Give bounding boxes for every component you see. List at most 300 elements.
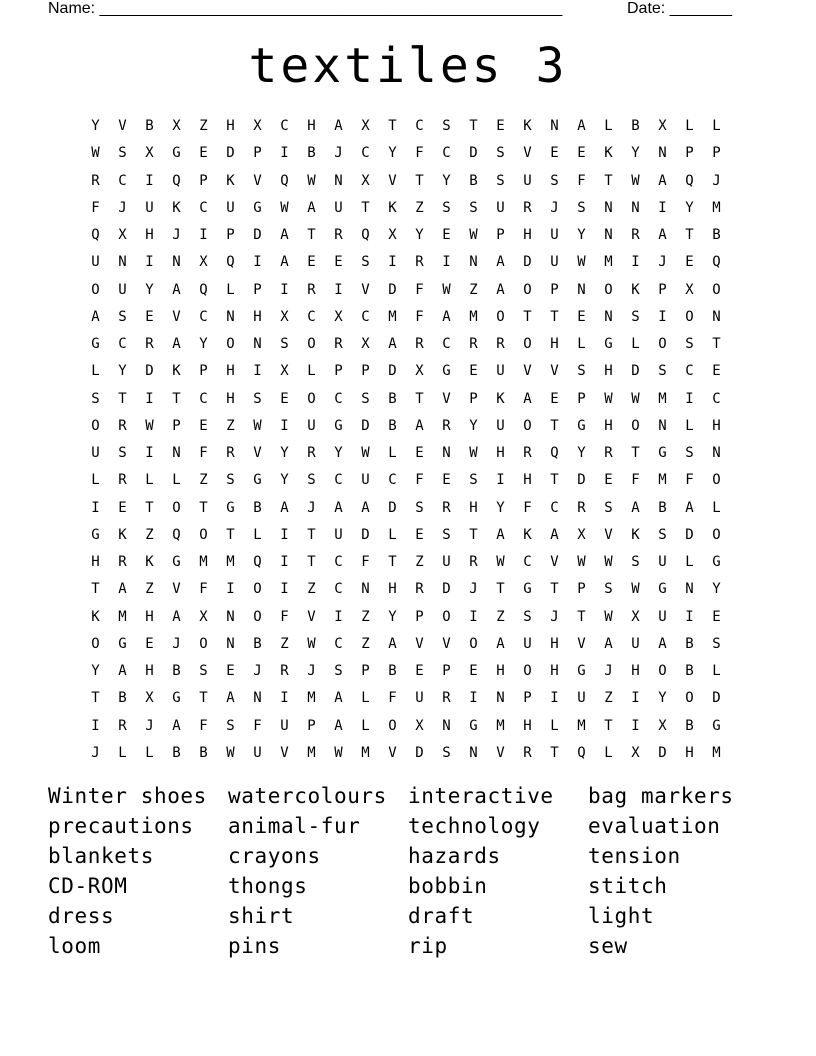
grid-letter: R [469, 336, 478, 352]
grid-letter: P [334, 363, 343, 380]
grid-letter: M [118, 608, 127, 625]
grid-letter: B [388, 663, 397, 679]
grid-letter: L [91, 363, 100, 380]
grid-letter: G [253, 199, 262, 216]
grid-letter: I [280, 281, 289, 298]
grid-letter: X [145, 145, 154, 162]
grid-letter: P [172, 417, 181, 434]
grid-letter: T [91, 690, 100, 707]
grid-letter: R [334, 227, 343, 243]
grid-letter: V [307, 608, 316, 625]
grid-letter: V [172, 308, 181, 325]
grid-letter: I [199, 227, 208, 243]
grid-letter: L [550, 717, 559, 734]
grid-letter: A [631, 499, 640, 516]
grid-letter: X [577, 526, 586, 543]
grid-letter: X [172, 118, 181, 134]
grid-letter: A [442, 308, 451, 325]
grid-letter: N [685, 581, 694, 598]
grid-letter: K [496, 390, 505, 407]
grid-row [82, 440, 742, 467]
grid-letter: M [361, 744, 370, 761]
grid-letter: E [145, 308, 154, 325]
grid-letter: A [658, 227, 667, 243]
grid-letter: W [631, 581, 640, 598]
grid-letter: D [685, 526, 694, 543]
grid-letter: H [226, 390, 235, 407]
grid-letter: L [361, 717, 370, 734]
grid-letter: A [577, 118, 586, 134]
grid-letter: P [577, 581, 586, 598]
grid-row [82, 713, 742, 740]
grid-letter: E [199, 145, 208, 162]
grid-letter: I [496, 472, 505, 489]
grid-letter: W [280, 199, 289, 216]
grid-letter: U [334, 199, 343, 216]
grid-letter: O [604, 281, 613, 298]
grid-row [82, 467, 742, 494]
grid-letter: D [469, 145, 478, 162]
grid-letter: B [118, 690, 127, 707]
grid-letter: I [685, 390, 694, 407]
grid-letter: T [604, 717, 613, 734]
grid-letter: T [550, 472, 559, 489]
grid-letter: V [280, 744, 289, 761]
grid-letter: F [388, 690, 397, 707]
grid-letter: H [631, 663, 640, 679]
grid-letter: H [145, 663, 154, 679]
grid-letter: J [307, 663, 316, 679]
grid-letter: R [523, 445, 532, 461]
grid-letter: H [253, 308, 262, 325]
grid-letter: S [280, 336, 289, 352]
grid-letter: B [685, 663, 694, 679]
grid-letter: W [631, 390, 640, 407]
grid-letter: U [658, 608, 667, 625]
word-row [48, 931, 768, 961]
grid-letter: M [307, 690, 316, 707]
grid-letter: O [253, 608, 262, 625]
grid-letter: A [685, 499, 694, 516]
grid-letter: L [145, 472, 154, 489]
grid-letter: A [361, 499, 370, 516]
grid-letter: H [307, 118, 316, 134]
grid-letter: R [631, 227, 640, 243]
grid-letter: H [685, 744, 694, 761]
grid-letter: L [631, 336, 640, 352]
grid-letter: I [145, 390, 154, 407]
grid-letter: K [118, 526, 127, 543]
grid-letter: Y [199, 336, 208, 352]
grid-letter: Y [388, 145, 397, 162]
grid-row [82, 168, 742, 195]
grid-letter: I [253, 363, 262, 380]
word-list-item: sew [588, 934, 628, 958]
grid-letter: R [118, 717, 127, 734]
grid-letter: U [523, 172, 532, 189]
grid-letter: S [604, 581, 613, 598]
grid-letter: D [361, 417, 370, 434]
grid-letter: R [91, 172, 100, 189]
grid-letter: X [388, 227, 397, 243]
grid-letter: G [577, 417, 586, 434]
grid-letter: O [91, 635, 100, 652]
grid-letter: R [442, 417, 451, 434]
grid-letter: I [631, 690, 640, 707]
grid-letter: E [577, 145, 586, 162]
grid-letter: B [469, 172, 478, 189]
grid-letter: G [577, 663, 586, 679]
grid-letter: L [118, 744, 127, 761]
grid-letter: B [388, 390, 397, 407]
word-list-item: rip [408, 934, 448, 958]
grid-letter: V [577, 635, 586, 652]
grid-letter: J [91, 744, 100, 761]
grid-letter: T [172, 390, 181, 407]
grid-letter: D [442, 581, 451, 598]
grid-letter: R [442, 690, 451, 707]
grid-letter: H [496, 445, 505, 461]
grid-letter: U [334, 526, 343, 543]
grid-letter: E [280, 390, 289, 407]
grid-letter: Y [118, 363, 127, 380]
grid-letter: T [388, 554, 397, 570]
grid-letter: B [685, 635, 694, 652]
grid-letter: V [523, 145, 532, 162]
grid-letter: H [523, 717, 532, 734]
grid-letter: I [442, 254, 451, 271]
grid-letter: Y [631, 145, 640, 162]
grid-letter: Y [91, 663, 100, 679]
grid-letter: H [226, 118, 235, 134]
grid-letter: J [550, 199, 559, 216]
grid-letter: Q [172, 172, 181, 189]
grid-letter: A [118, 581, 127, 598]
grid-row [82, 249, 742, 276]
grid-letter: P [496, 227, 505, 243]
grid-letter: N [334, 172, 343, 189]
grid-letter: N [604, 199, 613, 216]
grid-letter: C [361, 145, 370, 162]
grid-letter: J [658, 254, 667, 271]
grid-letter: U [658, 554, 667, 570]
grid-letter: X [658, 717, 667, 734]
grid-letter: G [469, 717, 478, 734]
grid-letter: T [712, 336, 721, 352]
grid-letter: A [496, 254, 505, 271]
grid-letter: Y [415, 227, 424, 243]
grid-letter: E [604, 472, 613, 489]
grid-letter: C [118, 336, 127, 352]
grid-letter: P [685, 145, 694, 162]
grid-letter: E [685, 254, 694, 271]
grid-letter: T [145, 499, 154, 516]
grid-letter: C [550, 499, 559, 516]
grid-letter: T [415, 390, 424, 407]
grid-letter: T [550, 308, 559, 325]
grid-letter: M [577, 717, 586, 734]
grid-letter: R [226, 445, 235, 461]
grid-letter: G [253, 472, 262, 489]
grid-letter: L [604, 118, 613, 134]
grid-letter: D [577, 472, 586, 489]
word-list-item: bobbin [408, 874, 488, 898]
grid-row [82, 358, 742, 385]
grid-letter: K [523, 526, 532, 543]
grid-letter: N [604, 308, 613, 325]
grid-letter: C [199, 308, 208, 325]
grid-letter: L [685, 118, 694, 134]
grid-letter: K [631, 281, 640, 298]
grid-letter: T [307, 227, 316, 243]
grid-letter: S [415, 499, 424, 516]
grid-letter: V [253, 445, 262, 461]
grid-letter: Q [577, 744, 586, 761]
grid-letter: A [280, 254, 289, 271]
grid-letter: S [442, 118, 451, 134]
grid-row [82, 658, 742, 685]
grid-row [82, 386, 742, 413]
grid-letter: N [442, 445, 451, 461]
grid-letter: O [442, 608, 451, 625]
grid-letter: V [388, 172, 397, 189]
grid-letter: A [226, 690, 235, 707]
grid-letter: Z [145, 526, 154, 543]
grid-letter: Z [280, 635, 289, 652]
grid-letter: K [172, 363, 181, 380]
grid-letter: W [496, 554, 505, 570]
grid-letter: O [496, 308, 505, 325]
grid-letter: L [361, 690, 370, 707]
grid-letter: J [172, 635, 181, 652]
grid-letter: F [415, 281, 424, 298]
grid-letter: R [496, 336, 505, 352]
grid-letter: N [469, 254, 478, 271]
grid-letter: X [199, 254, 208, 271]
grid-letter: W [253, 417, 262, 434]
word-list-item: Winter shoes [48, 784, 207, 808]
grid-letter: J [253, 663, 262, 679]
grid-letter: Y [388, 608, 397, 625]
grid-letter: P [712, 145, 721, 162]
grid-letter: S [712, 635, 721, 652]
grid-letter: V [388, 744, 397, 761]
word-list-item: interactive [408, 784, 554, 808]
grid-letter: U [550, 227, 559, 243]
grid-letter: T [118, 390, 127, 407]
grid-letter: A [334, 717, 343, 734]
word-list-item: thongs [228, 874, 308, 898]
grid-letter: A [280, 227, 289, 243]
grid-letter: L [712, 499, 721, 516]
grid-letter: W [631, 172, 640, 189]
grid-letter: R [145, 336, 154, 352]
grid-letter: P [199, 363, 208, 380]
grid-letter: I [685, 608, 694, 625]
grid-row [82, 740, 742, 767]
grid-letter: I [280, 554, 289, 570]
word-list [48, 781, 768, 961]
grid-letter: Q [361, 227, 370, 243]
grid-letter: V [604, 526, 613, 543]
grid-letter: S [496, 172, 505, 189]
grid-letter: C [199, 199, 208, 216]
grid-letter: A [172, 608, 181, 625]
grid-letter: J [145, 717, 154, 734]
grid-letter: A [334, 118, 343, 134]
grid-letter: C [388, 472, 397, 489]
grid-letter: C [712, 390, 721, 407]
grid-letter: C [334, 635, 343, 652]
grid-letter: Q [199, 281, 208, 298]
grid-letter: K [91, 608, 100, 625]
grid-letter: Q [685, 172, 694, 189]
grid-letter: U [253, 744, 262, 761]
grid-letter: F [415, 145, 424, 162]
grid-letter: S [685, 336, 694, 352]
grid-letter: N [658, 145, 667, 162]
grid-letter: A [280, 499, 289, 516]
grid-letter: H [550, 663, 559, 679]
grid-letter: F [685, 472, 694, 489]
grid-letter: Y [658, 690, 667, 707]
grid-row [82, 413, 742, 440]
word-row [48, 901, 768, 931]
grid-letter: N [253, 336, 262, 352]
grid-letter: N [172, 254, 181, 271]
grid-letter: M [388, 308, 397, 325]
grid-letter: L [253, 526, 262, 543]
grid-letter: U [496, 417, 505, 434]
grid-letter: F [280, 608, 289, 625]
grid-letter: V [496, 744, 505, 761]
word-list-item: hazards [408, 844, 501, 868]
grid-letter: S [118, 145, 127, 162]
grid-letter: H [523, 227, 532, 243]
grid-letter: X [145, 690, 154, 707]
grid-letter: I [280, 526, 289, 543]
grid-letter: A [334, 690, 343, 707]
grid-letter: B [631, 118, 640, 134]
grid-letter: P [550, 281, 559, 298]
grid-letter: D [712, 690, 721, 707]
grid-letter: U [550, 254, 559, 271]
grid-letter: U [307, 417, 316, 434]
grid-letter: O [253, 581, 262, 598]
grid-letter: R [307, 445, 316, 461]
grid-letter: W [226, 744, 235, 761]
grid-letter: I [469, 608, 478, 625]
grid-letter: M [604, 254, 613, 271]
grid-letter: U [118, 281, 127, 298]
grid-letter: O [307, 390, 316, 407]
grid-letter: M [226, 554, 235, 570]
grid-letter: Z [415, 554, 424, 570]
word-list-item: shirt [228, 904, 295, 928]
grid-letter: M [496, 717, 505, 734]
grid-letter: F [253, 717, 262, 734]
grid-letter: T [685, 227, 694, 243]
grid-letter: R [280, 663, 289, 679]
grid-letter: J [604, 663, 613, 679]
grid-letter: B [145, 118, 154, 134]
grid-letter: O [523, 281, 532, 298]
grid-letter: X [685, 281, 694, 298]
grid-letter: O [307, 336, 316, 352]
grid-letter: Y [577, 445, 586, 461]
grid-letter: Y [685, 199, 694, 216]
grid-letter: V [550, 554, 559, 570]
grid-row [82, 522, 742, 549]
grid-letter: N [469, 744, 478, 761]
grid-letter: Y [280, 445, 289, 461]
grid-letter: H [550, 336, 559, 352]
grid-letter: L [91, 472, 100, 489]
grid-letter: B [253, 499, 262, 516]
word-row [48, 841, 768, 871]
grid-letter: W [577, 554, 586, 570]
grid-letter: U [577, 690, 586, 707]
grid-letter: G [334, 417, 343, 434]
grid-letter: T [307, 554, 316, 570]
grid-letter: W [91, 145, 100, 162]
grid-letter: I [253, 254, 262, 271]
grid-letter: A [172, 281, 181, 298]
grid-letter: X [361, 118, 370, 134]
grid-letter: I [631, 254, 640, 271]
grid-letter: T [523, 308, 532, 325]
grid-letter: D [415, 744, 424, 761]
grid-letter: E [199, 417, 208, 434]
grid-letter: R [415, 336, 424, 352]
grid-letter: M [712, 199, 721, 216]
grid-letter: C [334, 554, 343, 570]
grid-letter: D [388, 363, 397, 380]
grid-row [82, 222, 742, 249]
grid-letter: V [442, 635, 451, 652]
grid-letter: K [145, 554, 154, 570]
grid-letter: S [577, 199, 586, 216]
grid-letter: S [118, 445, 127, 461]
grid-letter: Y [145, 281, 154, 298]
grid-letter: P [442, 663, 451, 679]
grid-letter: D [631, 363, 640, 380]
grid-letter: M [199, 554, 208, 570]
grid-letter: T [577, 608, 586, 625]
grid-letter: A [388, 336, 397, 352]
grid-letter: R [415, 581, 424, 598]
grid-letter: Q [280, 172, 289, 189]
grid-letter: F [361, 554, 370, 570]
grid-letter: O [712, 526, 721, 543]
grid-letter: H [388, 581, 397, 598]
word-list-item: animal-fur [228, 814, 361, 838]
grid-letter: I [388, 254, 397, 271]
word-list-item: pins [228, 934, 281, 958]
grid-row [82, 331, 742, 358]
grid-letter: O [631, 417, 640, 434]
grid-letter: Q [91, 227, 100, 243]
grid-letter: N [712, 445, 721, 461]
grid-letter: S [658, 526, 667, 543]
word-list-item: tension [588, 844, 681, 868]
grid-letter: J [307, 499, 316, 516]
grid-letter: X [658, 118, 667, 134]
grid-letter: I [631, 717, 640, 734]
grid-row [82, 685, 742, 712]
grid-letter: B [307, 145, 316, 162]
grid-letter: B [658, 499, 667, 516]
